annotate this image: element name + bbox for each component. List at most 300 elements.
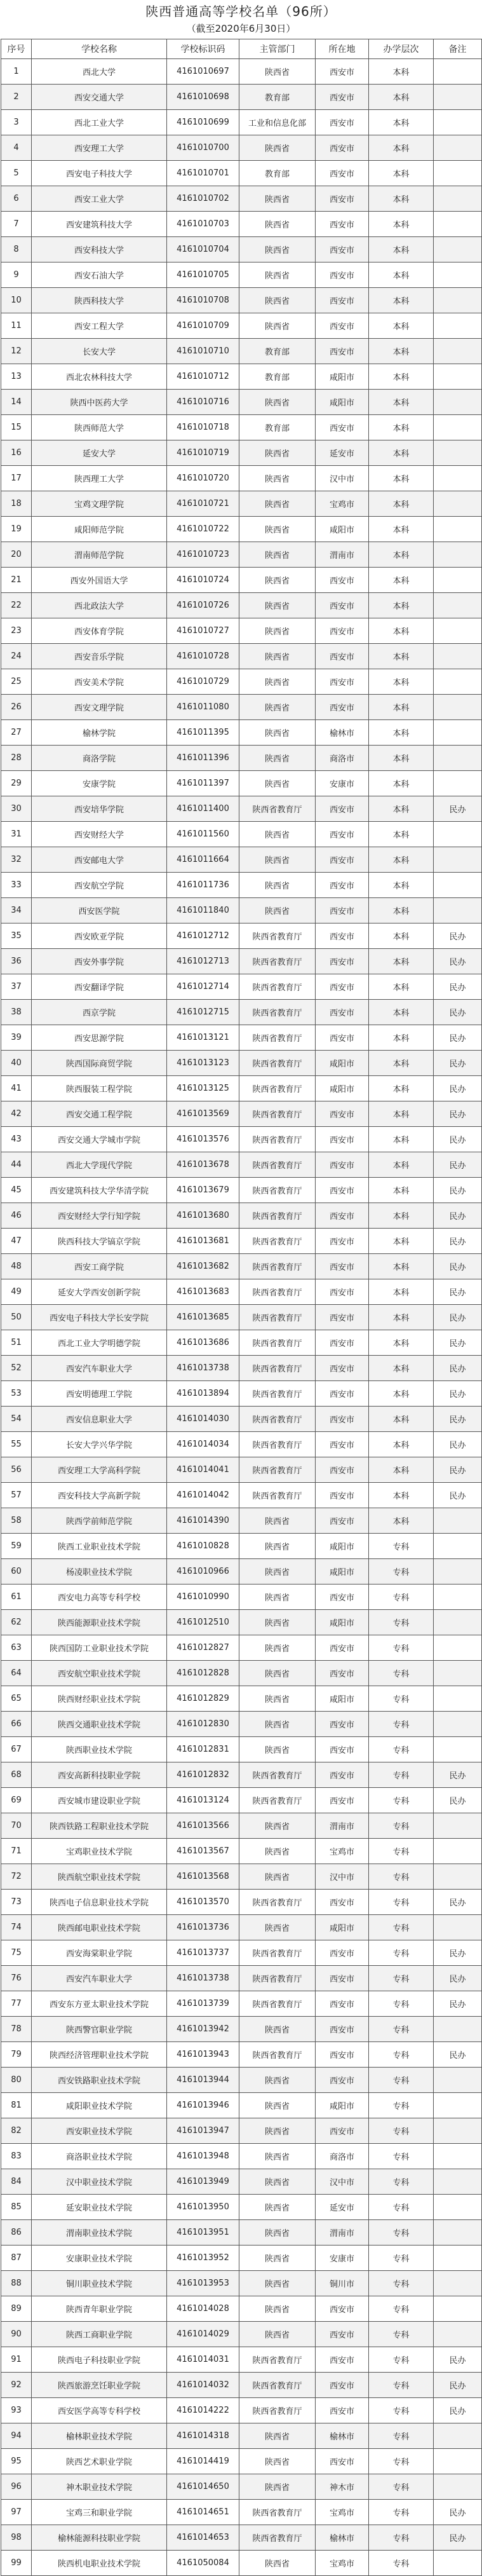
- cell-seq: 32: [1, 847, 32, 873]
- cell-location: 西安市: [316, 85, 369, 110]
- cell-location: 西安市: [316, 415, 369, 440]
- table-row: [1, 2169, 482, 2195]
- cell-level: 本科: [369, 644, 434, 669]
- cell-school-code: 4161010719: [167, 440, 239, 466]
- cell-seq: 89: [1, 2296, 32, 2322]
- cell-school-code: 4161013680: [167, 1203, 239, 1229]
- table-row: [1, 2500, 482, 2525]
- cell-location: 西安市: [316, 1254, 369, 1279]
- table-row: [1, 288, 482, 313]
- table-row: [1, 1381, 482, 1407]
- table-row: [1, 1839, 482, 1864]
- table-row: [1, 1508, 482, 1534]
- cell-seq: 97: [1, 2500, 32, 2525]
- cell-seq: 65: [1, 1686, 32, 1712]
- cell-location: 汉中市: [316, 466, 369, 491]
- cell-note: [434, 847, 482, 873]
- cell-level: 本科: [369, 720, 434, 746]
- cell-level: 专科: [369, 1559, 434, 1584]
- cell-department: 陕西省: [239, 2144, 316, 2169]
- cell-department: 陕西省: [239, 2118, 316, 2144]
- cell-level: 本科: [369, 212, 434, 237]
- cell-location: 咸阳市: [316, 364, 369, 390]
- table-row: [1, 593, 482, 618]
- cell-department: 陕西省: [239, 262, 316, 288]
- cell-department: 陕西省教育厅: [239, 1381, 316, 1407]
- cell-location: 咸阳市: [316, 1534, 369, 1559]
- cell-school-code: 4161014419: [167, 2449, 239, 2474]
- cell-level: 本科: [369, 542, 434, 568]
- cell-school-code: 4161011396: [167, 746, 239, 771]
- cell-note: 民办: [434, 1127, 482, 1152]
- cell-location: 西安市: [316, 1635, 369, 1661]
- cell-school-name: 铜川职业技术学院: [32, 2271, 167, 2296]
- cell-department: 陕西省: [239, 2551, 316, 2576]
- table-row: [1, 1584, 482, 1610]
- cell-school-name: 西安工程大学: [32, 313, 167, 339]
- cell-school-name: 西安财经大学行知学院: [32, 1203, 167, 1229]
- cell-department: 陕西省: [239, 466, 316, 491]
- cell-note: 民办: [434, 1407, 482, 1432]
- table-row: [1, 2118, 482, 2144]
- cell-school-name: 西安交通工程学院: [32, 1101, 167, 1127]
- table-row: [1, 237, 482, 262]
- cell-level: 本科: [369, 1000, 434, 1025]
- cell-level: 专科: [369, 2169, 434, 2195]
- cell-seq: 93: [1, 2398, 32, 2423]
- cell-department: 陕西省: [239, 669, 316, 695]
- cell-note: [434, 2474, 482, 2500]
- cell-school-name: 西安美术学院: [32, 669, 167, 695]
- cell-location: 西安市: [316, 1407, 369, 1432]
- cell-department: 陕西省: [239, 1813, 316, 1839]
- table-row: [1, 847, 482, 873]
- table-row: [1, 1407, 482, 1432]
- cell-school-code: 4161050084: [167, 2551, 239, 2576]
- table-row: [1, 466, 482, 491]
- cell-school-name: 陕西机电职业技术学院: [32, 2551, 167, 2576]
- cell-school-code: 4161014651: [167, 2500, 239, 2525]
- cell-seq: 47: [1, 1229, 32, 1254]
- cell-level: 专科: [369, 2220, 434, 2245]
- cell-school-name: 西安海棠职业学院: [32, 1940, 167, 1966]
- cell-note: [434, 1915, 482, 1940]
- table-row: [1, 1890, 482, 1915]
- cell-school-code: 4161011400: [167, 796, 239, 822]
- cell-department: 陕西省教育厅: [239, 1203, 316, 1229]
- cell-note: 民办: [434, 1330, 482, 1356]
- cell-department: 陕西省: [239, 720, 316, 746]
- cell-note: 民办: [434, 1356, 482, 1381]
- cell-school-code: 4161013952: [167, 2245, 239, 2271]
- cell-level: 专科: [369, 1839, 434, 1864]
- cell-note: [434, 262, 482, 288]
- table-row: [1, 1025, 482, 1051]
- cell-note: [434, 2271, 482, 2296]
- cell-seq: 3: [1, 110, 32, 135]
- cell-level: 本科: [369, 161, 434, 186]
- cell-school-code: 4161010702: [167, 186, 239, 212]
- cell-level: 专科: [369, 2347, 434, 2373]
- cell-level: 本科: [369, 1203, 434, 1229]
- cell-school-name: 西安建筑科技大学华清学院: [32, 1178, 167, 1203]
- cell-seq: 31: [1, 822, 32, 847]
- cell-level: 本科: [369, 1127, 434, 1152]
- header-department: 主管部门: [239, 39, 316, 59]
- cell-note: 民办: [434, 1457, 482, 1483]
- cell-level: 专科: [369, 2042, 434, 2068]
- cell-department: 陕西省: [239, 2423, 316, 2449]
- cell-school-code: 4161010704: [167, 237, 239, 262]
- cell-location: 宝鸡市: [316, 1839, 369, 1864]
- table-row: [1, 1000, 482, 1025]
- table-row: [1, 1305, 482, 1330]
- cell-note: [434, 212, 482, 237]
- cell-location: 西安市: [316, 288, 369, 313]
- table-row: [1, 135, 482, 161]
- cell-department: 陕西省教育厅: [239, 2373, 316, 2398]
- cell-school-code: 4161013686: [167, 1330, 239, 1356]
- cell-department: 陕西省教育厅: [239, 1025, 316, 1051]
- cell-department: 陕西省: [239, 390, 316, 415]
- cell-level: 本科: [369, 568, 434, 593]
- cell-department: 陕西省教育厅: [239, 1483, 316, 1508]
- table-row: [1, 1254, 482, 1279]
- cell-location: 西安市: [316, 2449, 369, 2474]
- cell-seq: 81: [1, 2093, 32, 2118]
- cell-department: 陕西省教育厅: [239, 1305, 316, 1330]
- cell-department: 陕西省: [239, 644, 316, 669]
- cell-location: 西安市: [316, 593, 369, 618]
- cell-school-name: 陕西工商职业学院: [32, 2322, 167, 2347]
- cell-seq: 23: [1, 618, 32, 644]
- cell-department: 陕西省: [239, 1915, 316, 1940]
- cell-location: 西安市: [316, 186, 369, 212]
- cell-note: 民办: [434, 1203, 482, 1229]
- cell-school-code: 4161010718: [167, 415, 239, 440]
- cell-note: [434, 1534, 482, 1559]
- cell-school-name: 西北大学现代学院: [32, 1152, 167, 1178]
- cell-level: 本科: [369, 1051, 434, 1076]
- cell-school-name: 陕西科技大学: [32, 288, 167, 313]
- cell-seq: 99: [1, 2551, 32, 2576]
- cell-location: 西安市: [316, 2322, 369, 2347]
- cell-seq: 75: [1, 1940, 32, 1966]
- cell-school-name: 西北工业大学明德学院: [32, 1330, 167, 1356]
- cell-school-name: 西安工业大学: [32, 186, 167, 212]
- cell-location: 西安市: [316, 1432, 369, 1457]
- cell-department: 陕西省教育厅: [239, 1788, 316, 1813]
- cell-location: 宝鸡市: [316, 2551, 369, 2576]
- cell-level: 专科: [369, 2423, 434, 2449]
- cell-seq: 21: [1, 568, 32, 593]
- cell-school-code: 4161013736: [167, 1915, 239, 1940]
- cell-school-name: 商洛学院: [32, 746, 167, 771]
- cell-note: [434, 59, 482, 85]
- cell-seq: 70: [1, 1813, 32, 1839]
- cell-department: 陕西省: [239, 212, 316, 237]
- cell-seq: 43: [1, 1127, 32, 1152]
- cell-location: 汉中市: [316, 2169, 369, 2195]
- cell-school-code: 4161013682: [167, 1254, 239, 1279]
- cell-level: 专科: [369, 1534, 434, 1559]
- cell-school-name: 西安电子科技大学: [32, 161, 167, 186]
- cell-level: 本科: [369, 440, 434, 466]
- table-row: [1, 1737, 482, 1762]
- cell-seq: 96: [1, 2474, 32, 2500]
- cell-seq: 67: [1, 1737, 32, 1762]
- cell-department: 陕西省: [239, 2449, 316, 2474]
- cell-school-name: 宝鸡文理学院: [32, 491, 167, 517]
- cell-note: [434, 2017, 482, 2042]
- cell-department: 陕西省: [239, 1534, 316, 1559]
- cell-level: 本科: [369, 135, 434, 161]
- table-row: [1, 1101, 482, 1127]
- cell-school-name: 西安邮电大学: [32, 847, 167, 873]
- table-row: [1, 695, 482, 720]
- cell-department: 陕西省: [239, 568, 316, 593]
- cell-location: 西安市: [316, 1000, 369, 1025]
- cell-location: 西安市: [316, 1966, 369, 1991]
- cell-school-code: 4161012713: [167, 949, 239, 974]
- table-row: [1, 1356, 482, 1381]
- table-row: [1, 1610, 482, 1635]
- cell-school-code: 4161010708: [167, 288, 239, 313]
- cell-seq: 60: [1, 1559, 32, 1584]
- table-row: [1, 1559, 482, 1584]
- cell-level: 本科: [369, 415, 434, 440]
- cell-school-code: 4161014031: [167, 2347, 239, 2373]
- cell-department: 陕西省教育厅: [239, 1000, 316, 1025]
- cell-location: 延安市: [316, 440, 369, 466]
- cell-level: 专科: [369, 2068, 434, 2093]
- cell-department: 陕西省教育厅: [239, 1254, 316, 1279]
- cell-level: 专科: [369, 1864, 434, 1890]
- cell-level: 本科: [369, 491, 434, 517]
- cell-department: 陕西省: [239, 2093, 316, 2118]
- cell-department: 陕西省教育厅: [239, 1152, 316, 1178]
- cell-school-code: 4161013570: [167, 1890, 239, 1915]
- cell-seq: 94: [1, 2423, 32, 2449]
- table-row: [1, 974, 482, 1000]
- cell-school-name: 西安高新科技职业学院: [32, 1762, 167, 1788]
- cell-level: 本科: [369, 898, 434, 923]
- cell-level: 本科: [369, 618, 434, 644]
- cell-note: 民办: [434, 1788, 482, 1813]
- cell-note: 民办: [434, 949, 482, 974]
- cell-department: 陕西省: [239, 542, 316, 568]
- cell-school-code: 4161010703: [167, 212, 239, 237]
- cell-department: 陕西省教育厅: [239, 923, 316, 949]
- table-row: [1, 1813, 482, 1839]
- cell-school-name: 西安思源学院: [32, 1025, 167, 1051]
- cell-level: 专科: [369, 2144, 434, 2169]
- cell-seq: 9: [1, 262, 32, 288]
- cell-location: 咸阳市: [316, 390, 369, 415]
- cell-school-name: 西安铁路职业技术学院: [32, 2068, 167, 2093]
- cell-location: 西安市: [316, 1025, 369, 1051]
- cell-school-code: 4161010720: [167, 466, 239, 491]
- cell-seq: 58: [1, 1508, 32, 1534]
- cell-school-name: 陕西职业技术学院: [32, 1737, 167, 1762]
- cell-department: 陕西省: [239, 593, 316, 618]
- cell-seq: 82: [1, 2118, 32, 2144]
- table-row: [1, 364, 482, 390]
- table-row: [1, 542, 482, 568]
- cell-note: [434, 237, 482, 262]
- cell-note: 民办: [434, 2042, 482, 2068]
- cell-location: 西安市: [316, 262, 369, 288]
- cell-note: [434, 415, 482, 440]
- cell-note: 民办: [434, 1966, 482, 1991]
- cell-school-code: 4161013685: [167, 1305, 239, 1330]
- table-row: [1, 2551, 482, 2576]
- cell-location: 西安市: [316, 618, 369, 644]
- cell-location: 西安市: [316, 822, 369, 847]
- cell-school-name: 西京学院: [32, 1000, 167, 1025]
- cell-level: 本科: [369, 1279, 434, 1305]
- cell-seq: 41: [1, 1076, 32, 1101]
- cell-school-code: 4161010697: [167, 59, 239, 85]
- cell-department: 陕西省: [239, 2195, 316, 2220]
- table-row: [1, 1127, 482, 1152]
- cell-note: [434, 440, 482, 466]
- cell-level: 专科: [369, 1788, 434, 1813]
- cell-school-name: 西安医学高等专科学校: [32, 2398, 167, 2423]
- cell-department: 陕西省教育厅: [239, 949, 316, 974]
- cell-school-name: 西安工商学院: [32, 1254, 167, 1279]
- cell-location: 西安市: [316, 161, 369, 186]
- header-note: 备注: [434, 39, 482, 59]
- cell-note: [434, 135, 482, 161]
- cell-department: 陕西省教育厅: [239, 1432, 316, 1457]
- cell-seq: 85: [1, 2195, 32, 2220]
- cell-school-code: 4161013576: [167, 1127, 239, 1152]
- cell-school-name: 陕西工业职业技术学院: [32, 1534, 167, 1559]
- cell-seq: 57: [1, 1483, 32, 1508]
- cell-school-code: 4161010705: [167, 262, 239, 288]
- cell-seq: 66: [1, 1712, 32, 1737]
- table-row: [1, 1229, 482, 1254]
- cell-location: 榆林市: [316, 2525, 369, 2551]
- cell-school-code: 4161010699: [167, 110, 239, 135]
- cell-location: 西安市: [316, 2042, 369, 2068]
- cell-note: 民办: [434, 1483, 482, 1508]
- cell-level: 本科: [369, 1407, 434, 1432]
- cell-seq: 26: [1, 695, 32, 720]
- table-row: [1, 1457, 482, 1483]
- cell-seq: 55: [1, 1432, 32, 1457]
- cell-school-name: 西安交通大学: [32, 85, 167, 110]
- cell-department: 陕西省: [239, 1610, 316, 1635]
- cell-department: 陕西省教育厅: [239, 1101, 316, 1127]
- cell-location: 安康市: [316, 771, 369, 796]
- cell-location: 商洛市: [316, 746, 369, 771]
- cell-level: 本科: [369, 949, 434, 974]
- cell-school-code: 4161014222: [167, 2398, 239, 2423]
- table-row: [1, 2220, 482, 2245]
- cell-level: 专科: [369, 1584, 434, 1610]
- cell-department: 陕西省: [239, 1661, 316, 1686]
- cell-department: 陕西省教育厅: [239, 1356, 316, 1381]
- cell-note: [434, 1737, 482, 1762]
- cell-school-code: 4161013569: [167, 1101, 239, 1127]
- cell-department: 陕西省: [239, 618, 316, 644]
- cell-location: 神木市: [316, 2474, 369, 2500]
- cell-school-name: 西安东方亚太职业技术学院: [32, 1991, 167, 2017]
- table-row: [1, 2373, 482, 2398]
- cell-school-code: 4161014653: [167, 2525, 239, 2551]
- cell-location: 西安市: [316, 1712, 369, 1737]
- table-row: [1, 2017, 482, 2042]
- cell-note: [434, 2144, 482, 2169]
- cell-school-name: 长安大学兴华学院: [32, 1432, 167, 1457]
- cell-department: 陕西省: [239, 2245, 316, 2271]
- cell-location: 西安市: [316, 873, 369, 898]
- cell-note: 民办: [434, 1076, 482, 1101]
- cell-school-code: 4161010716: [167, 390, 239, 415]
- table-row: [1, 1178, 482, 1203]
- cell-note: 民办: [434, 1000, 482, 1025]
- cell-school-code: 4161012715: [167, 1000, 239, 1025]
- header-seq: 序号: [1, 39, 32, 59]
- cell-level: 专科: [369, 2322, 434, 2347]
- table-row: [1, 771, 482, 796]
- cell-level: 专科: [369, 2525, 434, 2551]
- cell-seq: 76: [1, 1966, 32, 1991]
- table-row: [1, 1788, 482, 1813]
- cell-location: 西安市: [316, 1127, 369, 1152]
- cell-department: 陕西省: [239, 237, 316, 262]
- cell-location: 西安市: [316, 1330, 369, 1356]
- cell-location: 西安市: [316, 1508, 369, 1534]
- cell-school-name: 西安外国语大学: [32, 568, 167, 593]
- cell-level: 本科: [369, 1305, 434, 1330]
- cell-note: [434, 517, 482, 542]
- cell-school-name: 西安外事学院: [32, 949, 167, 974]
- cell-note: 民办: [434, 1279, 482, 1305]
- cell-school-code: 4161012827: [167, 1635, 239, 1661]
- cell-note: [434, 695, 482, 720]
- cell-location: 榆林市: [316, 2423, 369, 2449]
- cell-department: 陕西省教育厅: [239, 796, 316, 822]
- cell-note: [434, 771, 482, 796]
- document-page: [0, 2, 482, 2576]
- cell-note: 民办: [434, 2525, 482, 2551]
- cell-location: 西安市: [316, 1457, 369, 1483]
- cell-school-name: 西安科技大学高新学院: [32, 1483, 167, 1508]
- cell-school-name: 陕西师范大学: [32, 415, 167, 440]
- table-row: [1, 1966, 482, 1991]
- cell-school-name: 西安音乐学院: [32, 644, 167, 669]
- cell-school-code: 4161012510: [167, 1610, 239, 1635]
- cell-location: 西安市: [316, 695, 369, 720]
- cell-level: 本科: [369, 1432, 434, 1457]
- cell-note: 民办: [434, 1025, 482, 1051]
- cell-school-name: 榆林学院: [32, 720, 167, 746]
- table-row: [1, 2449, 482, 2474]
- cell-department: 陕西省教育厅: [239, 1330, 316, 1356]
- cell-school-name: 延安大学西安创新学院: [32, 1279, 167, 1305]
- cell-seq: 28: [1, 746, 32, 771]
- table-row: [1, 898, 482, 923]
- cell-school-code: 4161014390: [167, 1508, 239, 1534]
- cell-school-name: 神木职业技术学院: [32, 2474, 167, 2500]
- cell-school-name: 安康学院: [32, 771, 167, 796]
- cell-seq: 30: [1, 796, 32, 822]
- cell-location: 咸阳市: [316, 1051, 369, 1076]
- cell-school-code: 4161013947: [167, 2118, 239, 2144]
